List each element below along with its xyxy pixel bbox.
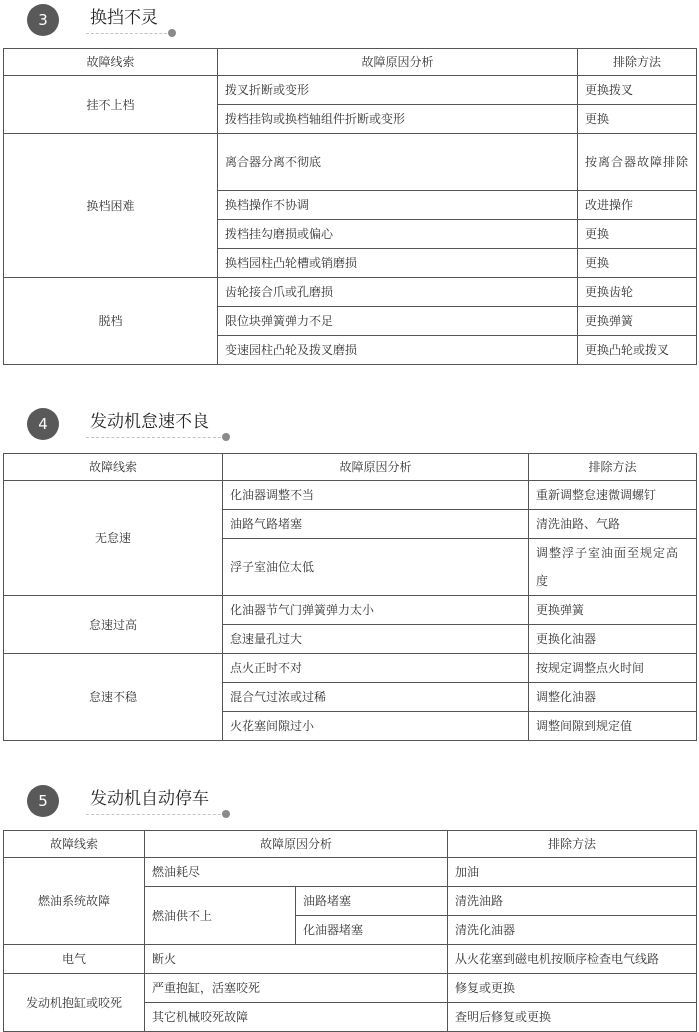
fix-cell: 从火花塞到磁电机按顺序检查电气线路	[448, 945, 697, 974]
fix-cell: 更换齿轮	[578, 278, 697, 307]
fix-cell: 清洗油路	[448, 887, 697, 916]
cause-cell: 油路气路堵塞	[223, 510, 529, 539]
cause-cell: 燃油耗尽	[145, 858, 448, 887]
fix-cell: 更换凸轮或拨叉	[578, 336, 697, 365]
fix-cell: 按离合器故障排除	[578, 134, 697, 191]
clue-cell: 电气	[4, 945, 145, 974]
cause-cell: 浮子室油位太低	[223, 539, 529, 596]
clue-cell: 无怠速	[4, 481, 223, 596]
clue-cell: 脱档	[4, 278, 218, 365]
clue-cell: 怠速过高	[4, 596, 223, 654]
fix-cell: 调整浮子室油面至规定高度	[529, 539, 697, 596]
cause-cell: 换档操作不协调	[218, 191, 578, 220]
fix-cell: 更换	[578, 105, 697, 134]
clue-cell: 换档困难	[4, 134, 218, 278]
cause-cell: 限位块弹簧弹力不足	[218, 307, 578, 336]
table-row	[4, 481, 697, 510]
cause-cell: 火花塞间隙过小	[223, 712, 529, 741]
table-row	[4, 76, 697, 105]
fix-cell: 更换拨叉	[578, 76, 697, 105]
table-header-row	[4, 831, 697, 858]
cause-cell: 燃油供不上	[145, 887, 296, 945]
header-clue: 故障线索	[4, 831, 145, 858]
sub-cause-cell: 化油器堵塞	[296, 916, 448, 945]
clue-cell: 发动机抱缸或咬死	[4, 974, 145, 1032]
table-row	[4, 278, 697, 307]
section-number-badge: 5	[27, 785, 59, 817]
cause-cell: 断火	[145, 945, 448, 974]
fix-cell: 按规定调整点火时间	[529, 654, 697, 683]
header-fix: 排除方法	[529, 454, 697, 481]
fix-cell: 清洗油路、气路	[529, 510, 697, 539]
cause-cell: 拨档挂钩或换档轴组件折断或变形	[218, 105, 578, 134]
fault-table	[3, 453, 697, 741]
section-heading	[0, 784, 699, 824]
fix-cell: 加油	[448, 858, 697, 887]
title-underline-dot	[168, 29, 176, 37]
cause-cell: 齿轮接合爪或孔磨损	[218, 278, 578, 307]
header-cause: 故障原因分析	[145, 831, 448, 858]
title-underline-dot	[222, 810, 230, 818]
fix-cell: 更换弹簧	[578, 307, 697, 336]
fix-cell: 改进操作	[578, 191, 697, 220]
cause-cell: 其它机械咬死故障	[145, 1003, 448, 1032]
fix-cell: 更换	[578, 220, 697, 249]
table-row	[4, 858, 697, 887]
clue-cell: 挂不上档	[4, 76, 218, 134]
clue-cell: 燃油系统故障	[4, 858, 145, 945]
section-heading	[0, 3, 699, 43]
section-number-badge: 4	[27, 408, 59, 440]
section-title: 发动机自动停车	[90, 789, 209, 809]
table-row	[4, 134, 697, 191]
fix-cell: 更换弹簧	[529, 596, 697, 625]
fix-cell: 调整化油器	[529, 683, 697, 712]
header-clue: 故障线索	[4, 49, 218, 76]
cause-cell: 化油器节气门弹簧弹力太小	[223, 596, 529, 625]
header-cause: 故障原因分析	[218, 49, 578, 76]
table-row	[4, 974, 697, 1003]
header-fix: 排除方法	[578, 49, 697, 76]
section-title: 换挡不灵	[90, 8, 158, 28]
section-title: 发动机怠速不良	[90, 412, 209, 432]
header-clue: 故障线索	[4, 454, 223, 481]
table-row	[4, 596, 697, 625]
fix-cell: 更换化油器	[529, 625, 697, 654]
cause-cell: 怠速量孔过大	[223, 625, 529, 654]
cause-cell: 拨档挂勾磨损或偏心	[218, 220, 578, 249]
fix-cell: 更换	[578, 249, 697, 278]
title-underline	[86, 33, 172, 34]
table-header-row	[4, 454, 697, 481]
fix-cell: 调整间隙到规定值	[529, 712, 697, 741]
cause-cell: 变速园柱凸轮及拨叉磨损	[218, 336, 578, 365]
table-row	[4, 654, 697, 683]
table-header-row	[4, 49, 697, 76]
title-underline	[86, 437, 226, 438]
clue-cell: 怠速不稳	[4, 654, 223, 741]
fix-cell: 重新调整怠速微调螺钉	[529, 481, 697, 510]
sub-cause-cell: 油路堵塞	[296, 887, 448, 916]
title-underline	[86, 814, 226, 815]
table-row	[4, 945, 697, 974]
section-heading	[0, 407, 699, 447]
fix-cell: 修复或更换	[448, 974, 697, 1003]
cause-cell: 换档园柱凸轮槽或销磨损	[218, 249, 578, 278]
section-5	[0, 784, 699, 1031]
cause-cell: 离合器分离不彻底	[218, 134, 578, 191]
section-3	[0, 3, 699, 358]
section-number-badge: 3	[27, 4, 59, 36]
header-fix: 排除方法	[448, 831, 697, 858]
header-cause: 故障原因分析	[223, 454, 529, 481]
cause-cell: 混合气过浓或过稀	[223, 683, 529, 712]
fix-cell: 查明后修复或更换	[448, 1003, 697, 1032]
cause-cell: 点火正时不对	[223, 654, 529, 683]
cause-cell: 严重抱缸，活塞咬死	[145, 974, 448, 1003]
fault-table	[3, 830, 697, 1032]
cause-cell: 化油器调整不当	[223, 481, 529, 510]
cause-cell: 拨叉折断或变形	[218, 76, 578, 105]
fault-table	[3, 48, 697, 365]
section-4	[0, 407, 699, 737]
title-underline-dot	[222, 433, 230, 441]
fix-cell: 清洗化油器	[448, 916, 697, 945]
